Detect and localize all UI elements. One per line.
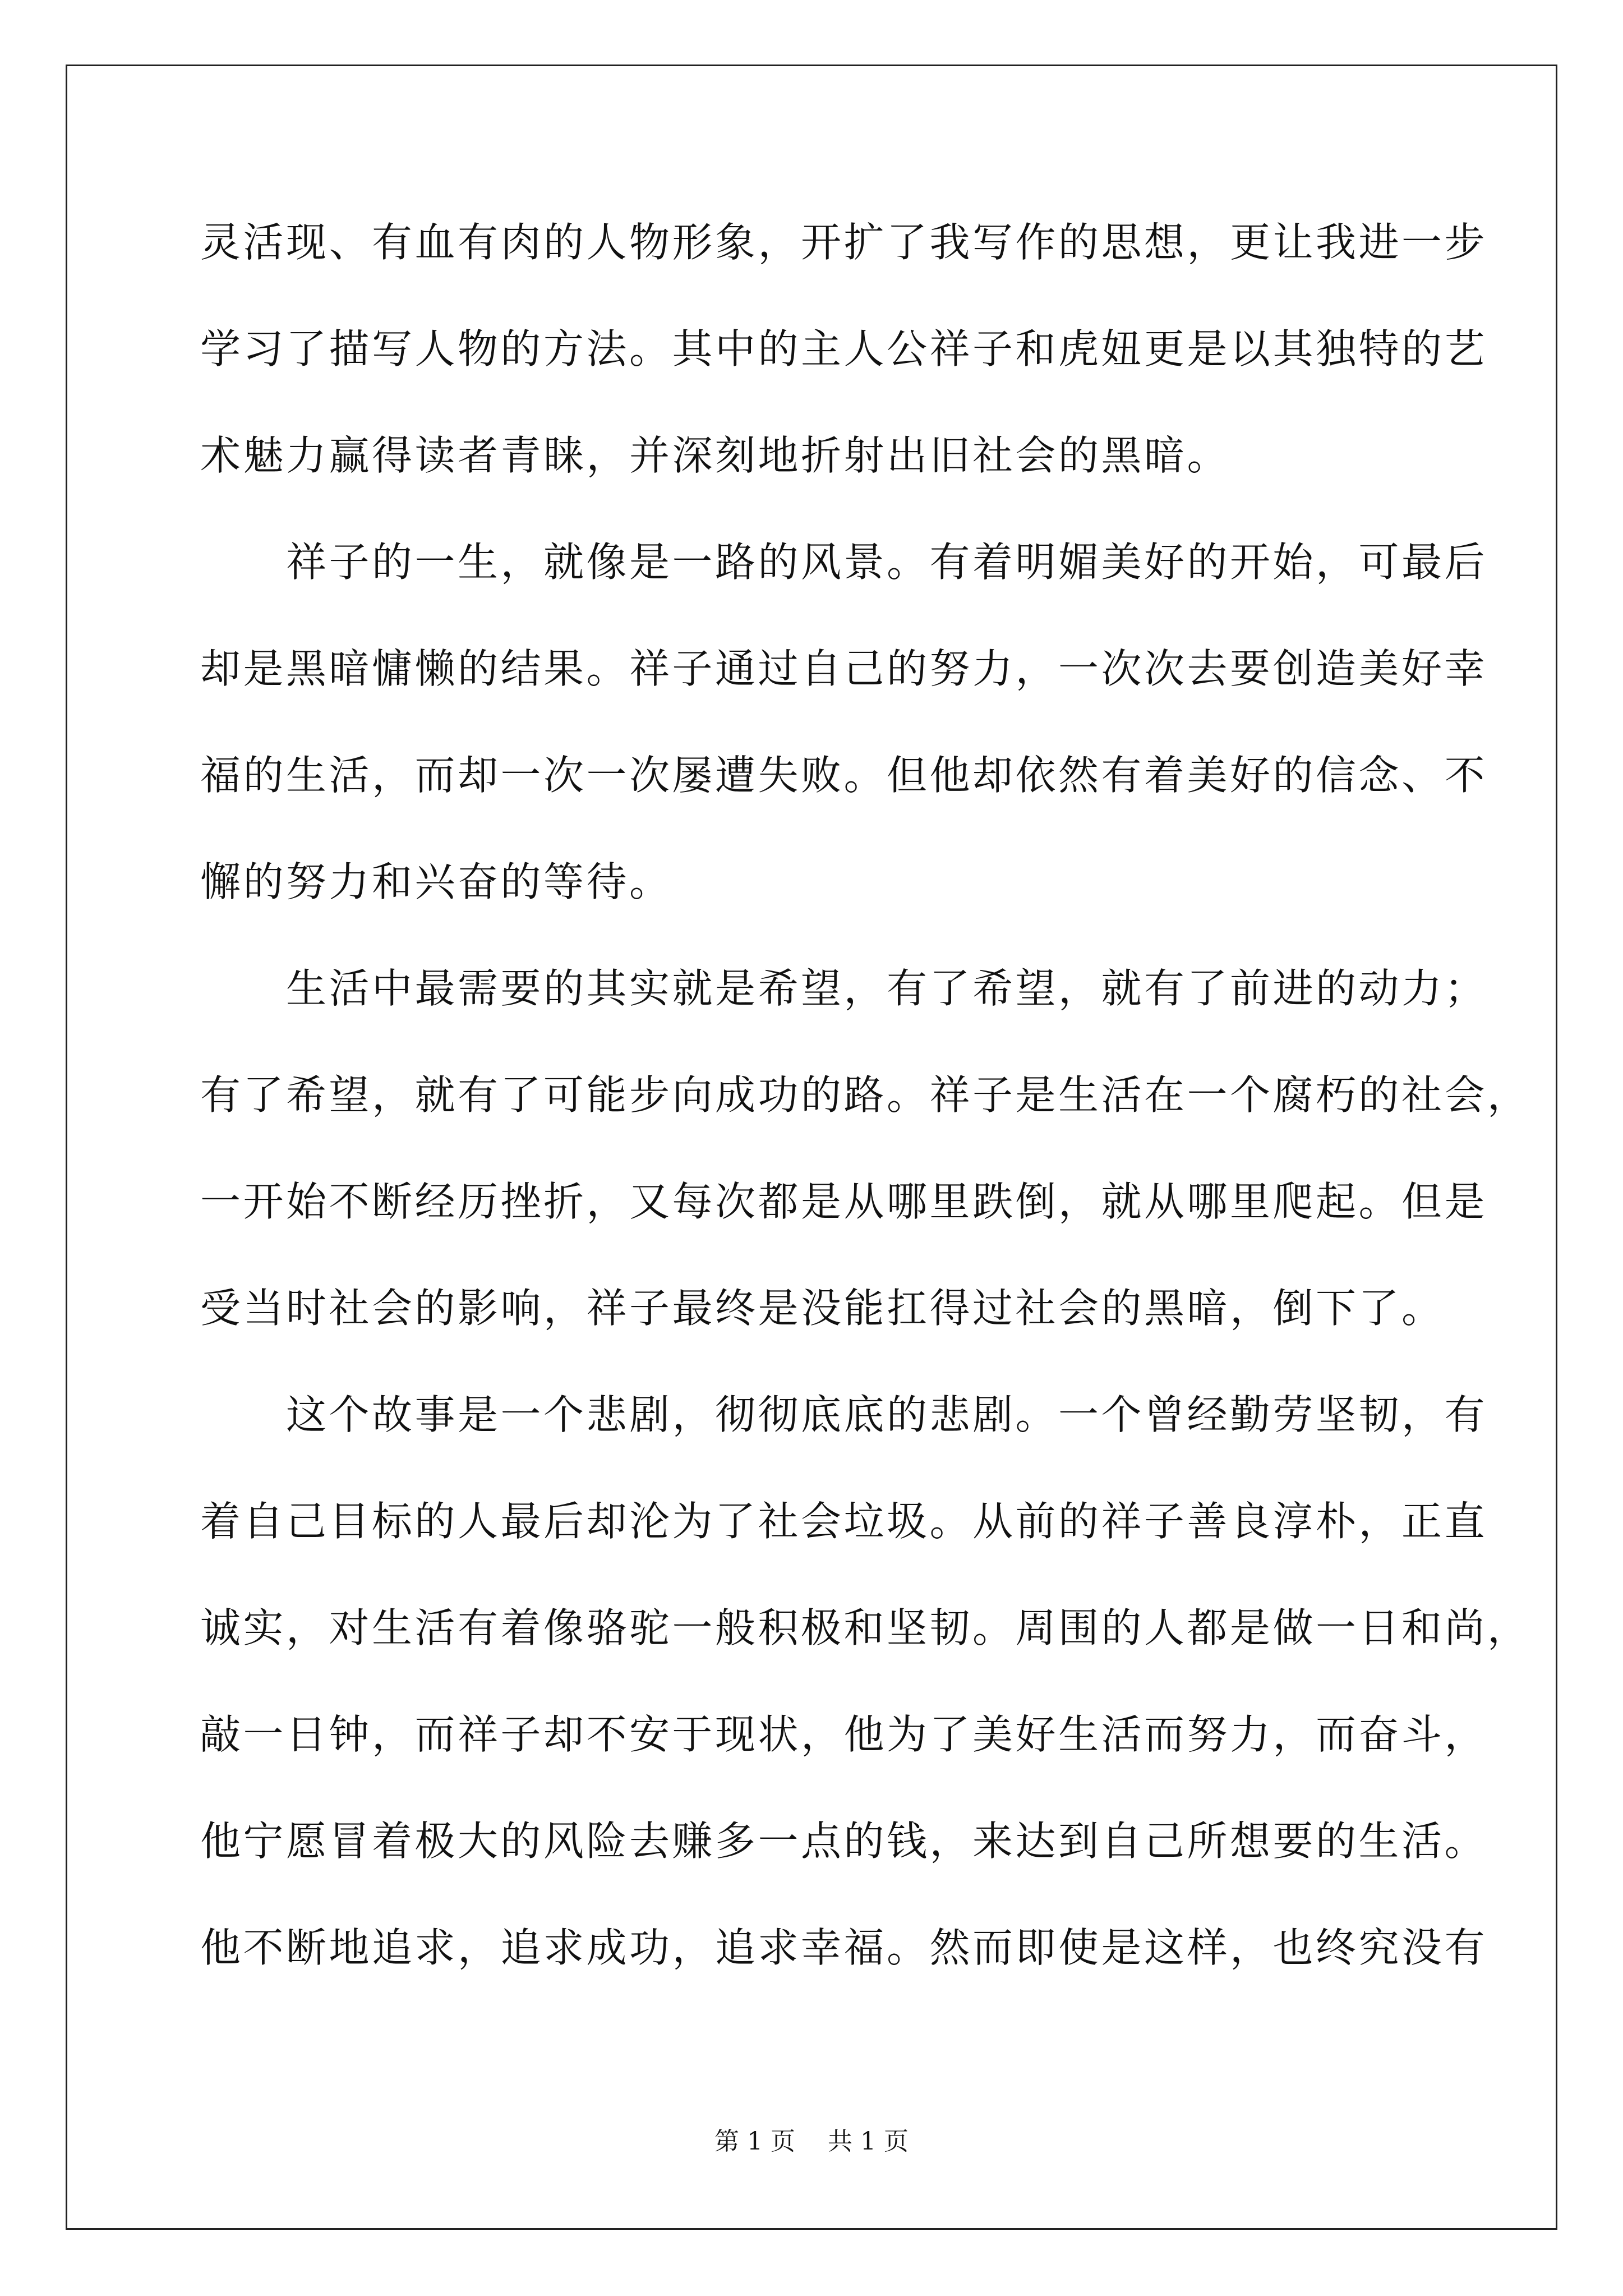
text-line: 诚实，对生活有着像骆驼一般积极和坚韧。周围的人都是做一日和尚， [200,1604,1530,1651]
page-footer: 第 1 页 共 1 页 [714,2127,909,2156]
text-line: 一开始不断经历挫折，又每次都是从哪里跌倒，就从哪里爬起。但是 [200,1178,1488,1225]
document-body [200,209,1530,2021]
text-line: 生活中最需要的其实就是希望，有了希望，就有了前进的动力； [200,965,1488,1012]
text-line: 有了希望，就有了可能步向成功的路。祥子是生活在一个腐朽的社会， [200,1071,1530,1119]
text-line: 却是黑暗慵懒的结果。祥子通过自己的努力，一次次去要创造美好幸 [200,645,1488,692]
text-line: 祥子的一生，就像是一路的风景。有着明媚美好的开始，可最后 [200,539,1488,586]
text-line: 福的生活，而却一次一次屡遭失败。但他却依然有着美好的信念、不 [200,752,1488,799]
text-line: 他宁愿冒着极大的风险去赚多一点的钱，来达到自己所想要的生活。 [200,1818,1488,1865]
text-line: 受当时社会的影响，祥子最终是没能扛得过社会的黑暗，倒下了。 [200,1285,1445,1332]
text-line: 敲一日钟，而祥子却不安于现状，他为了美好生活而努力，而奋斗， [200,1711,1488,1758]
text-line: 他不断地追求，追求成功，追求幸福。然而即使是这样，也终究没有 [200,1924,1488,1971]
text-line: 着自己目标的人最后却沦为了社会垃圾。从前的祥子善良淳朴，正直 [200,1498,1488,1545]
text-line: 学习了描写人物的方法。其中的主人公祥子和虎妞更是以其独特的艺 [200,325,1488,372]
text-line: 这个故事是一个悲剧，彻彻底底的悲剧。一个曾经勤劳坚韧，有 [200,1391,1488,1438]
text-line: 术魅力赢得读者青睐，并深刻地折射出旧社会的黑暗。 [200,432,1230,479]
text-line: 灵活现、有血有肉的人物形象，开扩了我写作的思想，更让我进一步 [200,219,1488,266]
text-line: 懈的努力和兴奋的等待。 [200,858,672,905]
